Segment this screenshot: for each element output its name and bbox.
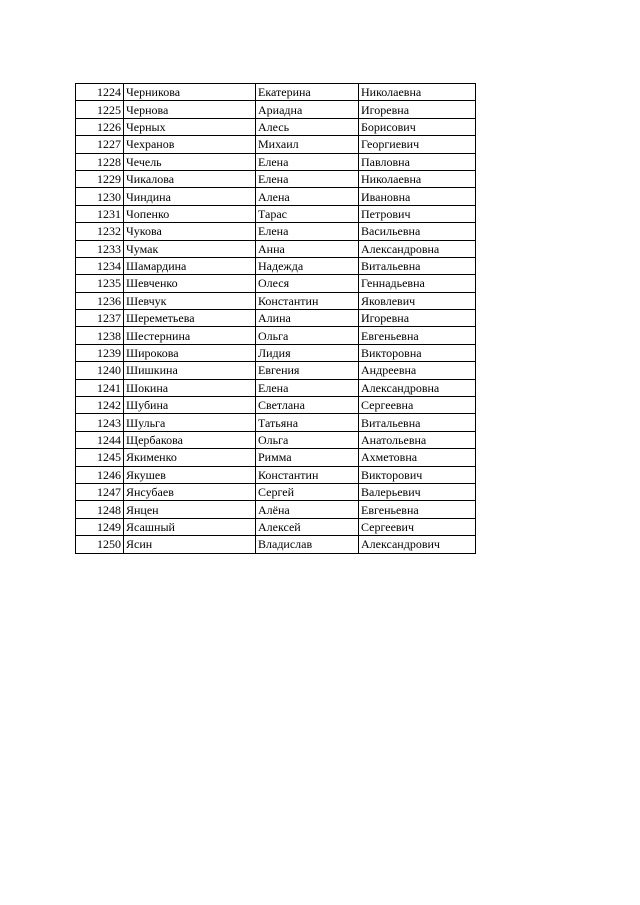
row-number-cell: 1224 xyxy=(76,84,124,101)
given-name-cell: Елена xyxy=(256,153,359,170)
table-row xyxy=(76,101,476,118)
table-row xyxy=(76,170,476,187)
given-name-cell: Анна xyxy=(256,240,359,257)
given-name-cell: Сергей xyxy=(256,483,359,500)
given-name-cell: Надежда xyxy=(256,257,359,274)
surname-cell: Чикалова xyxy=(124,170,256,187)
patronymic-cell: Викторович xyxy=(359,466,476,483)
patronymic-cell: Николаевна xyxy=(359,84,476,101)
patronymic-cell: Игоревна xyxy=(359,310,476,327)
table-row xyxy=(76,327,476,344)
given-name-cell: Лидия xyxy=(256,344,359,361)
surname-cell: Широкова xyxy=(124,344,256,361)
surname-cell: Ясашный xyxy=(124,518,256,535)
surname-cell: Черникова xyxy=(124,84,256,101)
table-row xyxy=(76,84,476,101)
patronymic-cell: Витальевна xyxy=(359,257,476,274)
roster-table-body xyxy=(76,84,476,554)
patronymic-cell: Валерьевич xyxy=(359,483,476,500)
patronymic-cell: Николаевна xyxy=(359,170,476,187)
table-row xyxy=(76,118,476,135)
patronymic-cell: Ахметовна xyxy=(359,449,476,466)
row-number-cell: 1248 xyxy=(76,501,124,518)
given-name-cell: Римма xyxy=(256,449,359,466)
table-row xyxy=(76,344,476,361)
given-name-cell: Алесь xyxy=(256,118,359,135)
given-name-cell: Елена xyxy=(256,223,359,240)
surname-cell: Чехранов xyxy=(124,136,256,153)
roster-table xyxy=(75,83,476,554)
row-number-cell: 1232 xyxy=(76,223,124,240)
row-number-cell: 1236 xyxy=(76,292,124,309)
table-row xyxy=(76,536,476,553)
patronymic-cell: Игоревна xyxy=(359,101,476,118)
given-name-cell: Алена xyxy=(256,188,359,205)
table-row xyxy=(76,153,476,170)
surname-cell: Шульга xyxy=(124,414,256,431)
given-name-cell: Екатерина xyxy=(256,84,359,101)
surname-cell: Шубина xyxy=(124,397,256,414)
row-number-cell: 1244 xyxy=(76,431,124,448)
table-row xyxy=(76,362,476,379)
patronymic-cell: Ивановна xyxy=(359,188,476,205)
given-name-cell: Тарас xyxy=(256,205,359,222)
table-row xyxy=(76,292,476,309)
surname-cell: Чопенко xyxy=(124,205,256,222)
given-name-cell: Алина xyxy=(256,310,359,327)
surname-cell: Ясин xyxy=(124,536,256,553)
patronymic-cell: Александрович xyxy=(359,536,476,553)
given-name-cell: Елена xyxy=(256,379,359,396)
patronymic-cell: Евгеньевна xyxy=(359,327,476,344)
given-name-cell: Светлана xyxy=(256,397,359,414)
table-row xyxy=(76,449,476,466)
table-row xyxy=(76,257,476,274)
surname-cell: Чечель xyxy=(124,153,256,170)
table-row xyxy=(76,379,476,396)
given-name-cell: Елена xyxy=(256,170,359,187)
row-number-cell: 1240 xyxy=(76,362,124,379)
patronymic-cell: Петрович xyxy=(359,205,476,222)
table-row xyxy=(76,240,476,257)
surname-cell: Чернова xyxy=(124,101,256,118)
row-number-cell: 1234 xyxy=(76,257,124,274)
row-number-cell: 1250 xyxy=(76,536,124,553)
table-row xyxy=(76,223,476,240)
patronymic-cell: Георгиевич xyxy=(359,136,476,153)
row-number-cell: 1230 xyxy=(76,188,124,205)
surname-cell: Щербакова xyxy=(124,431,256,448)
table-row xyxy=(76,483,476,500)
patronymic-cell: Евгеньевна xyxy=(359,501,476,518)
row-number-cell: 1249 xyxy=(76,518,124,535)
table-row xyxy=(76,466,476,483)
given-name-cell: Олеся xyxy=(256,275,359,292)
surname-cell: Якушев xyxy=(124,466,256,483)
given-name-cell: Ольга xyxy=(256,431,359,448)
surname-cell: Якименко xyxy=(124,449,256,466)
patronymic-cell: Александровна xyxy=(359,240,476,257)
surname-cell: Чукова xyxy=(124,223,256,240)
row-number-cell: 1227 xyxy=(76,136,124,153)
row-number-cell: 1231 xyxy=(76,205,124,222)
patronymic-cell: Борисович xyxy=(359,118,476,135)
surname-cell: Шевченко xyxy=(124,275,256,292)
table-row xyxy=(76,136,476,153)
row-number-cell: 1241 xyxy=(76,379,124,396)
row-number-cell: 1247 xyxy=(76,483,124,500)
surname-cell: Чиндина xyxy=(124,188,256,205)
given-name-cell: Ольга xyxy=(256,327,359,344)
row-number-cell: 1226 xyxy=(76,118,124,135)
table-row xyxy=(76,310,476,327)
patronymic-cell: Павловна xyxy=(359,153,476,170)
row-number-cell: 1235 xyxy=(76,275,124,292)
patronymic-cell: Викторовна xyxy=(359,344,476,361)
surname-cell: Шамардина xyxy=(124,257,256,274)
row-number-cell: 1246 xyxy=(76,466,124,483)
patronymic-cell: Яковлевич xyxy=(359,292,476,309)
given-name-cell: Константин xyxy=(256,466,359,483)
surname-cell: Шереметьева xyxy=(124,310,256,327)
patronymic-cell: Васильевна xyxy=(359,223,476,240)
patronymic-cell: Геннадьевна xyxy=(359,275,476,292)
row-number-cell: 1233 xyxy=(76,240,124,257)
table-row xyxy=(76,431,476,448)
given-name-cell: Михаил xyxy=(256,136,359,153)
table-row xyxy=(76,518,476,535)
patronymic-cell: Александровна xyxy=(359,379,476,396)
row-number-cell: 1243 xyxy=(76,414,124,431)
table-row xyxy=(76,414,476,431)
patronymic-cell: Витальевна xyxy=(359,414,476,431)
patronymic-cell: Сергеевна xyxy=(359,397,476,414)
given-name-cell: Владислав xyxy=(256,536,359,553)
given-name-cell: Евгения xyxy=(256,362,359,379)
given-name-cell: Алёна xyxy=(256,501,359,518)
row-number-cell: 1242 xyxy=(76,397,124,414)
surname-cell: Янцен xyxy=(124,501,256,518)
surname-cell: Шевчук xyxy=(124,292,256,309)
table-row xyxy=(76,501,476,518)
table-row xyxy=(76,205,476,222)
surname-cell: Шестернина xyxy=(124,327,256,344)
table-row xyxy=(76,275,476,292)
surname-cell: Чумак xyxy=(124,240,256,257)
given-name-cell: Алексей xyxy=(256,518,359,535)
patronymic-cell: Андреевна xyxy=(359,362,476,379)
surname-cell: Янсубаев xyxy=(124,483,256,500)
patronymic-cell: Сергеевич xyxy=(359,518,476,535)
given-name-cell: Константин xyxy=(256,292,359,309)
table-row xyxy=(76,188,476,205)
row-number-cell: 1239 xyxy=(76,344,124,361)
row-number-cell: 1237 xyxy=(76,310,124,327)
given-name-cell: Татьяна xyxy=(256,414,359,431)
row-number-cell: 1229 xyxy=(76,170,124,187)
table-row xyxy=(76,397,476,414)
surname-cell: Черных xyxy=(124,118,256,135)
surname-cell: Шокина xyxy=(124,379,256,396)
row-number-cell: 1228 xyxy=(76,153,124,170)
patronymic-cell: Анатольевна xyxy=(359,431,476,448)
surname-cell: Шишкина xyxy=(124,362,256,379)
row-number-cell: 1238 xyxy=(76,327,124,344)
row-number-cell: 1245 xyxy=(76,449,124,466)
row-number-cell: 1225 xyxy=(76,101,124,118)
given-name-cell: Ариадна xyxy=(256,101,359,118)
